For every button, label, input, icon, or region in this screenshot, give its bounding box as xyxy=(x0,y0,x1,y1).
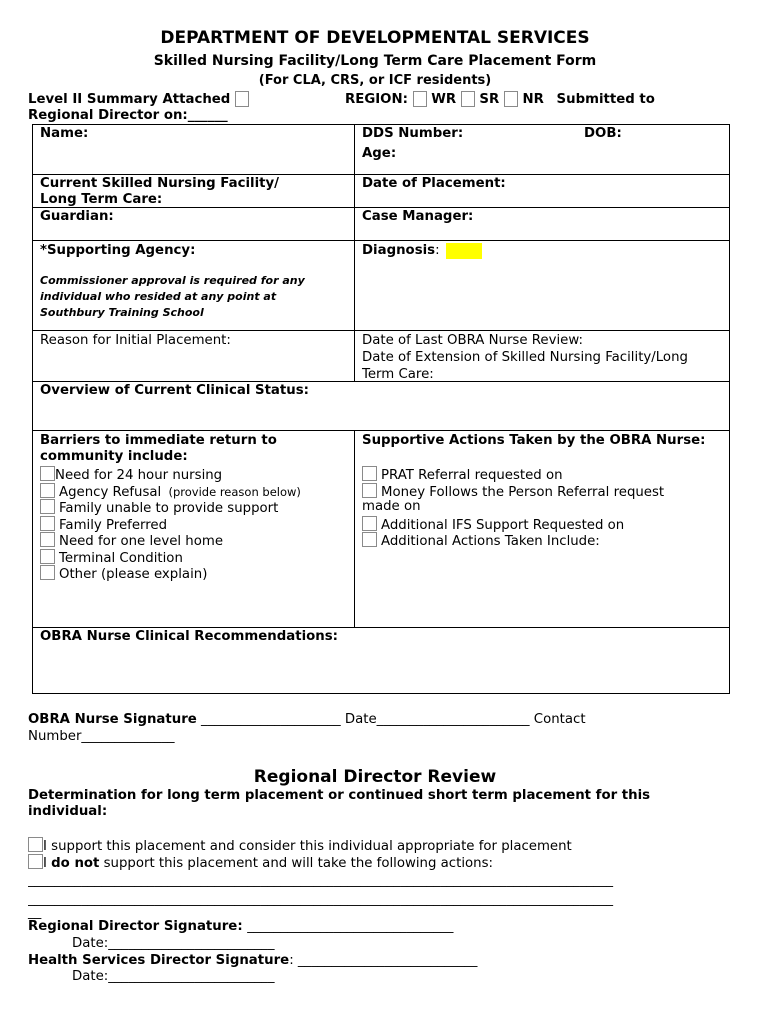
support-checkbox[interactable] xyxy=(362,516,377,531)
barrier-checkbox[interactable] xyxy=(40,532,55,547)
column-divider xyxy=(354,124,355,381)
barrier-label: Need for one level home xyxy=(59,534,223,549)
not-support-option xyxy=(28,854,493,871)
barrier-label: Family unable to provide support xyxy=(59,501,279,516)
hsd-signature-label: Health Services Director Signature xyxy=(28,953,290,968)
not-support-rest: support this placement and will take the following actions: xyxy=(99,856,493,871)
date-placement-label: Date of Placement: xyxy=(362,176,506,191)
current-facility-label-1: Current Skilled Nursing Facility/ xyxy=(40,176,280,191)
sr-checkbox[interactable] xyxy=(461,91,475,107)
guardian-label: Guardian: xyxy=(40,209,114,224)
level2-label: Level II Summary Attached xyxy=(28,92,231,107)
barrier-checkbox[interactable] xyxy=(40,549,55,564)
barrier-item xyxy=(40,499,278,516)
barrier-item xyxy=(40,483,301,500)
action-line-3[interactable]: __ xyxy=(28,905,42,920)
not-support-bold: do not xyxy=(51,856,100,871)
current-facility-label-2: Long Term Care: xyxy=(40,192,163,207)
recommendations-label: OBRA Nurse Clinical Recommendations: xyxy=(40,629,338,644)
commissioner-note-3: Southbury Training School xyxy=(40,306,204,319)
rd-signature-row xyxy=(28,919,453,934)
rd-signature-label: Regional Director Signature: xyxy=(28,919,248,934)
supportive-label: Supportive Actions Taken by the OBRA Nurse: xyxy=(362,433,706,448)
support-item xyxy=(362,483,664,500)
row-divider xyxy=(32,627,730,628)
support-item xyxy=(362,516,624,533)
row-divider xyxy=(32,330,730,331)
row-divider xyxy=(32,207,730,208)
diagnosis-highlight[interactable] xyxy=(446,243,482,259)
barrier-checkbox[interactable] xyxy=(40,565,55,580)
barrier-label: Agency Refusal xyxy=(59,485,162,500)
name-label: Name: xyxy=(40,126,89,141)
barriers-label-1: Barriers to immediate return to xyxy=(40,433,277,448)
sr-label: SR xyxy=(479,92,500,107)
submitted-label: Submitted to xyxy=(556,92,655,107)
row-divider xyxy=(32,430,730,431)
support-label: Additional Actions Taken Include: xyxy=(381,534,600,549)
action-line-2[interactable]: ________________________________________________________________________________________ xyxy=(28,892,614,907)
row-divider xyxy=(32,174,730,175)
action-line-1[interactable]: ________________________________________________________________________________________ xyxy=(28,873,614,888)
barrier-label: Need for 24 hour nursing xyxy=(55,468,223,483)
not-support-option-checkbox[interactable] xyxy=(28,854,43,869)
obra-signature-line xyxy=(28,712,586,727)
commissioner-note-2: individual who resided at any point at xyxy=(40,290,277,303)
barrier-checkbox[interactable] xyxy=(40,499,55,514)
made-on-label: made on xyxy=(362,499,421,514)
level2-summary xyxy=(28,91,249,107)
extension-label-1: Date of Extension of Skilled Nursing Facility/Long xyxy=(362,350,688,365)
support-option-label: I support this placement and consider this individual appropriate for placement xyxy=(43,839,572,854)
barrier-note: (provide reason below) xyxy=(168,485,301,499)
not-support-i: I xyxy=(43,856,52,871)
form-title: Skilled Nursing Facility/Long Term Care Placement Form xyxy=(153,53,597,69)
hsd-date[interactable]: Date:_________________________ xyxy=(72,969,275,984)
support-option xyxy=(28,837,572,854)
barrier-checkbox[interactable] xyxy=(40,516,55,531)
determination-line-1: Determination for long term placement or continued short term placement for this xyxy=(28,788,651,803)
barrier-checkbox[interactable] xyxy=(40,466,55,481)
support-checkbox[interactable] xyxy=(362,466,377,481)
support-item xyxy=(362,466,563,483)
level2-checkbox[interactable] xyxy=(235,91,249,107)
case-manager-label: Case Manager: xyxy=(362,209,474,224)
barrier-item xyxy=(40,549,183,566)
support-option-checkbox[interactable] xyxy=(28,837,43,852)
dds-number-label: DDS Number: xyxy=(362,126,464,141)
support-checkbox[interactable] xyxy=(362,483,377,498)
obra-signature-label: OBRA Nurse Signature xyxy=(28,712,197,727)
dob-label: DOB: xyxy=(584,126,622,141)
contact-number[interactable]: Number______________ xyxy=(28,729,175,744)
nr-checkbox[interactable] xyxy=(504,91,518,107)
overview-label: Overview of Current Clinical Status: xyxy=(40,383,309,398)
regional-director-on: Regional Director on:______ xyxy=(28,108,228,123)
hsd-signature-blank[interactable]: : ___________________________ xyxy=(289,953,478,968)
diagnosis-label: Diagnosis xyxy=(362,243,436,258)
support-label: Additional IFS Support Requested on xyxy=(381,518,625,533)
extension-label-2: Term Care: xyxy=(362,367,434,382)
support-checkbox[interactable] xyxy=(362,532,377,547)
review-title: Regional Director Review xyxy=(253,767,497,787)
commissioner-note-1: Commissioner approval is required for any xyxy=(40,274,305,287)
region-label: REGION: xyxy=(345,92,408,107)
obra-signature-blanks[interactable]: _____________________ Date_______________________ Contact xyxy=(196,712,586,727)
support-label: Money Follows the Person Referral request xyxy=(381,485,665,500)
rd-signature-blank[interactable]: _______________________________ xyxy=(247,919,454,934)
reason-initial-label: Reason for Initial Placement: xyxy=(40,333,231,348)
obra-review-label: Date of Last OBRA Nurse Review: xyxy=(362,333,583,348)
wr-checkbox[interactable] xyxy=(413,91,427,107)
determination-line-2: individual: xyxy=(28,804,108,819)
barrier-item xyxy=(40,516,167,533)
nr-label: NR xyxy=(522,92,544,107)
department-title: DEPARTMENT OF DEVELOPMENTAL SERVICES xyxy=(160,28,590,48)
region-row xyxy=(345,91,655,107)
barrier-item xyxy=(40,565,207,582)
barrier-label: Other (please explain) xyxy=(59,567,208,582)
barrier-item xyxy=(40,532,223,549)
column-divider xyxy=(354,430,355,627)
hsd-signature-row xyxy=(28,953,477,968)
diagnosis-colon: : xyxy=(435,243,440,258)
age-label: Age: xyxy=(362,146,397,161)
supporting-agency-label: *Supporting Agency: xyxy=(40,243,196,258)
wr-label: WR xyxy=(431,92,457,107)
barrier-item xyxy=(40,466,222,483)
barriers-label-2: community include: xyxy=(40,449,188,464)
rd-date[interactable]: Date:_________________________ xyxy=(72,936,275,951)
diagnosis-field xyxy=(362,243,440,258)
barrier-label: Family Preferred xyxy=(59,518,168,533)
support-item xyxy=(362,532,600,549)
row-divider xyxy=(32,240,730,241)
barrier-label: Terminal Condition xyxy=(59,551,183,566)
residents-subtitle: (For CLA, CRS, or ICF residents) xyxy=(258,73,492,88)
barrier-checkbox[interactable] xyxy=(40,483,55,498)
support-label: PRAT Referral requested on xyxy=(381,468,563,483)
